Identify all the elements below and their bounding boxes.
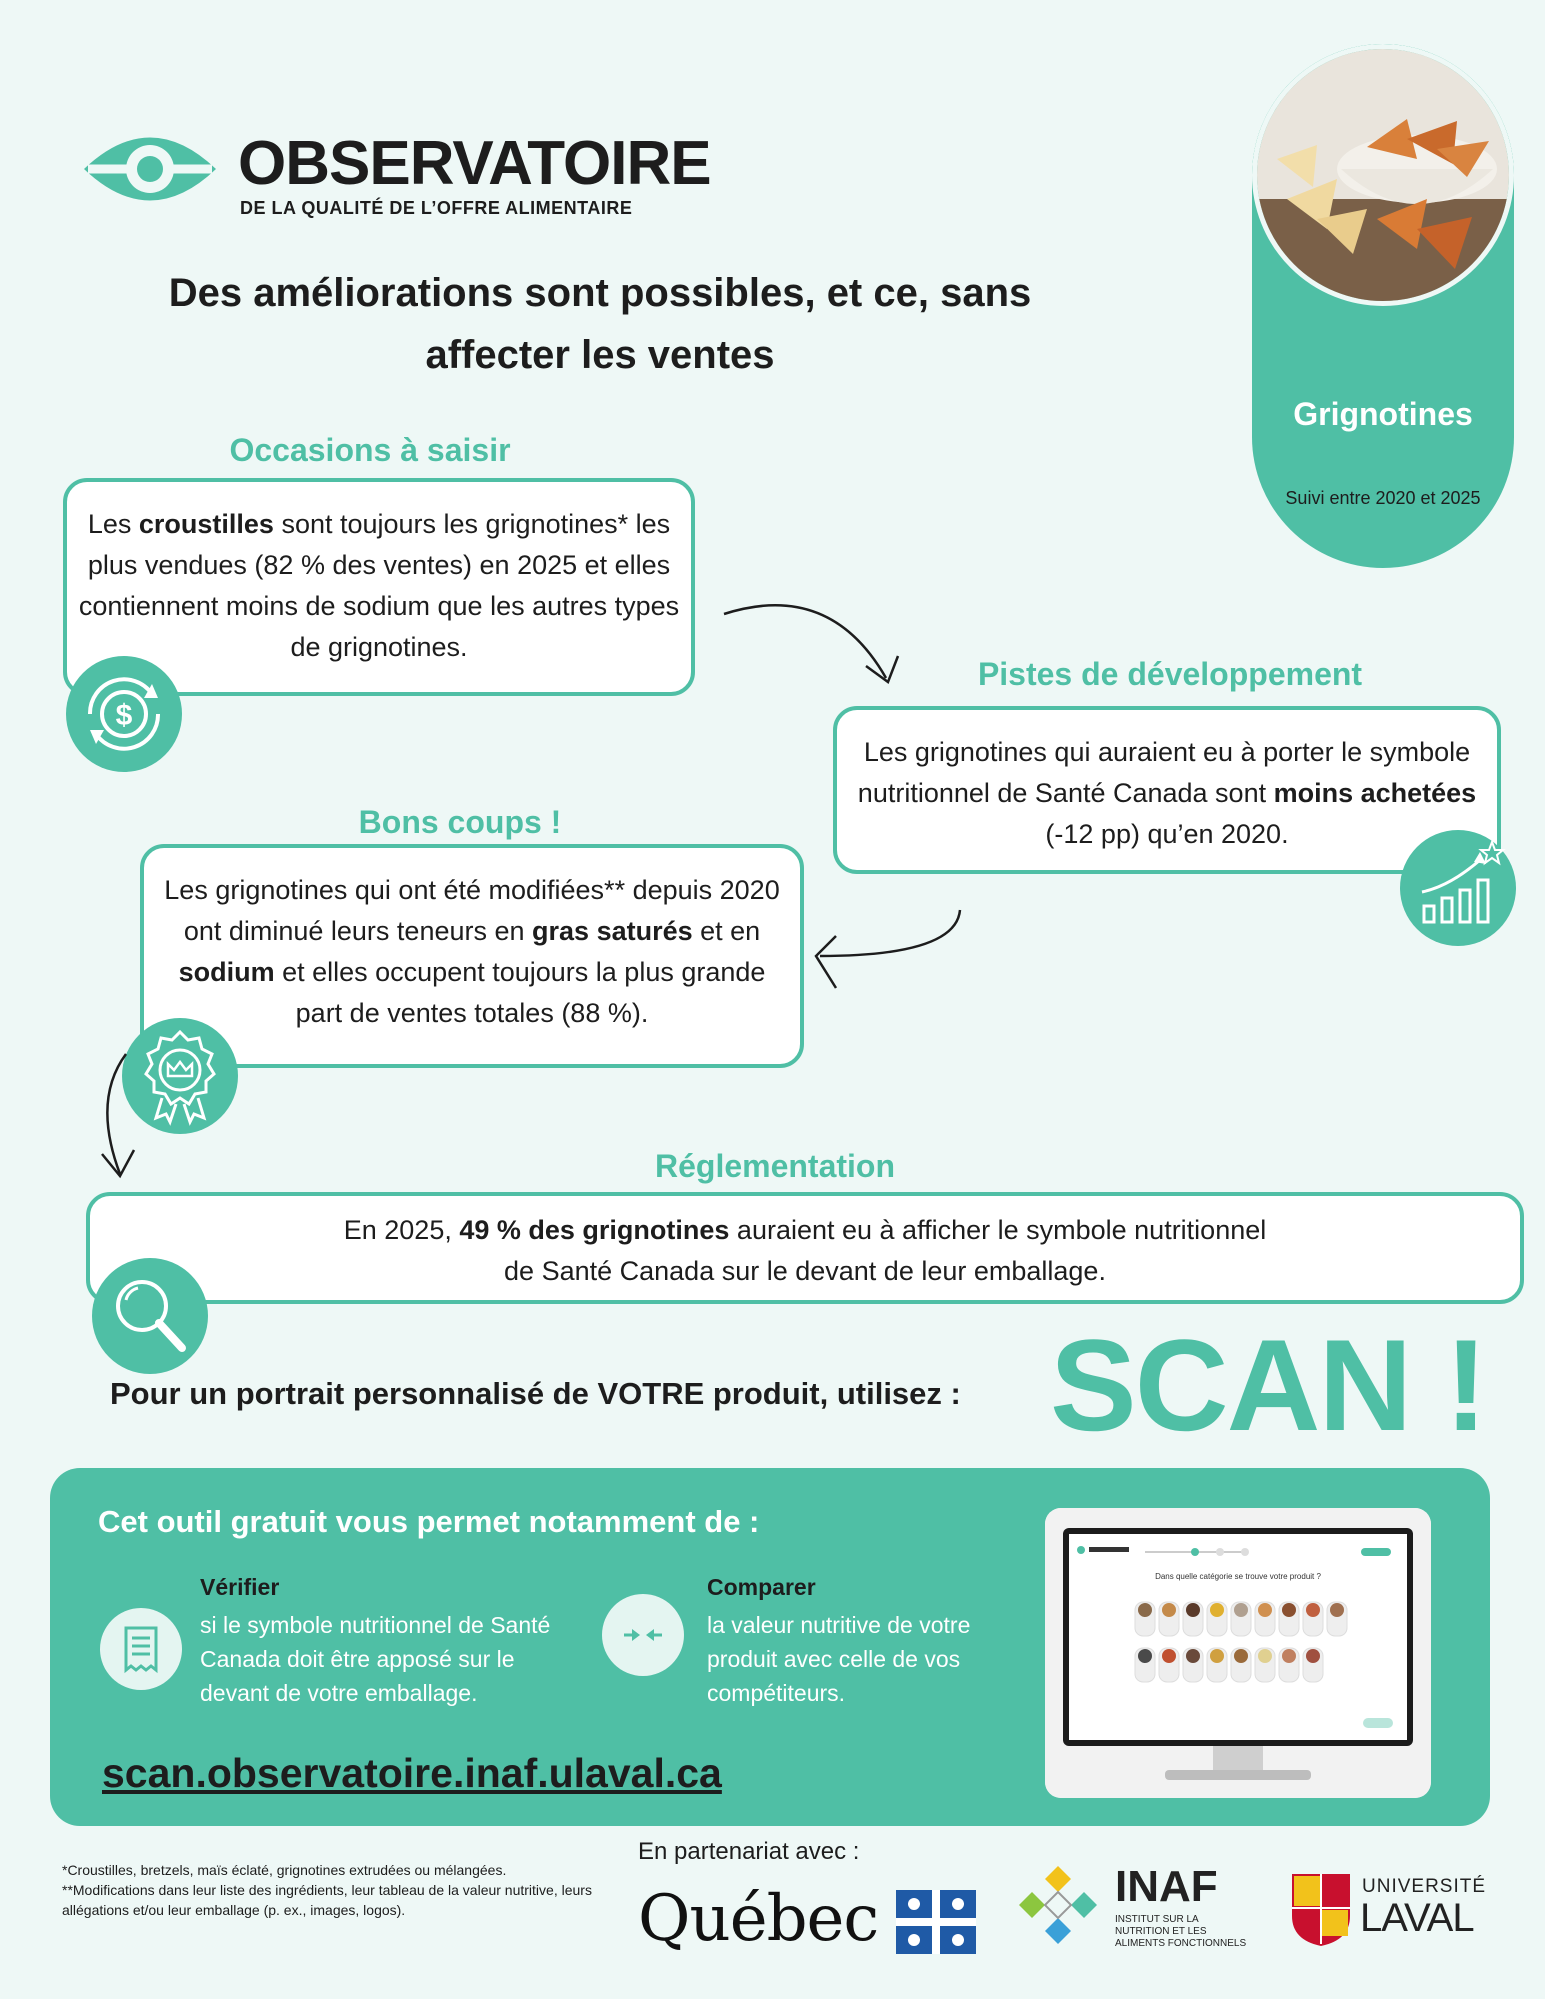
eye-logo-icon [80, 126, 220, 212]
reglementation-title: Réglementation [654, 1148, 896, 1184]
compare-text [707, 1608, 970, 1710]
footnote-1: *Croustilles, bretzels, maïs éclaté, grignotines extrudées ou mélangées. [62, 1862, 507, 1878]
quebec-flag-icon [896, 1890, 976, 1954]
verify-text [200, 1608, 550, 1710]
scan-tool-panel [50, 1468, 1490, 1826]
growth-chart-icon [1400, 830, 1516, 946]
curved-arrow-1 [720, 590, 910, 690]
pistes-title: Pistes de développement [977, 656, 1363, 692]
pistes-text-2: (-12 pp) qu’en 2020. [1045, 819, 1289, 849]
category-title: Grignotines [1293, 396, 1473, 432]
panel-title: Cet outil gratuit vous permet notamment de : [98, 1504, 760, 1539]
reg-text-3: de Santé Canada sur le devant de leur emballage. [504, 1256, 1106, 1286]
verify-title: Vérifier [200, 1574, 280, 1600]
screen-category-tiles [1045, 1508, 1431, 1798]
inaf-logo [1015, 1862, 1255, 1962]
svg-text:$: $ [115, 699, 133, 732]
footnote-2: **Modifications dans leur liste des ingrédients, leur tableau de la valeur nutritive, leurs allégations et/ou leur emballage (p. ex., images, logos). [62, 1882, 592, 1918]
occasions-text-2: sont toujours les grignotines* les plus vendues (82 % des ventes) en 2025 et elles contiennent moins de sodium que les autres types de grignotines. [78, 509, 680, 662]
inaf-subtitle [1115, 1914, 1246, 1950]
receipt-icon [100, 1608, 182, 1690]
quebec-logo [638, 1882, 978, 1962]
laval-line-1: UNIVERSITÉ [1362, 1876, 1487, 1897]
occasions-title: Occasions à saisir [229, 432, 511, 468]
quebec-wordmark: Québec [638, 1882, 879, 1956]
category-pill [1252, 44, 1514, 568]
bons-bold-1: gras saturés [532, 916, 693, 946]
compare-line-3: compétiteurs. [707, 1680, 846, 1706]
reg-text-2: auraient eu à afficher le symbole nutritionnel [729, 1215, 1267, 1245]
pistes-text-1: Les grignotines qui auraient eu à porter le symbole nutritionnel de Santé Canada sont [857, 737, 1471, 808]
curved-arrow-3 [92, 1050, 152, 1180]
inaf-wordmark: INAF [1115, 1862, 1218, 1911]
verify-line-2: Canada doit être apposé sur le [200, 1646, 515, 1672]
pistes-bold-1: moins achetées [1273, 778, 1477, 808]
snacks-illustration [1257, 49, 1509, 301]
compare-title: Comparer [707, 1574, 816, 1600]
occasions-bold-1: croustilles [138, 509, 274, 539]
screen-question: Dans quelle catégorie se trouve votre produit ? [1155, 1572, 1321, 1581]
reglementation-box [86, 1192, 1524, 1304]
laval-line-2: LAVAL [1360, 1896, 1474, 1940]
reg-bold-1: 49 % des grignotines [459, 1215, 730, 1245]
compare-line-2: produit avec celle de vos [707, 1646, 961, 1672]
magnifier-icon [92, 1258, 208, 1374]
footnotes [62, 1860, 622, 1920]
compare-line-1: la valeur nutritive de votre [707, 1612, 971, 1638]
occasions-text-1: Les [87, 509, 139, 539]
reg-text-1: En 2025, [343, 1215, 460, 1245]
category-period: Suivi entre 2020 et 2025 [1285, 488, 1481, 508]
page-title-line-2: affecter les ventes [425, 333, 775, 377]
curved-arrow-2 [806, 906, 976, 996]
inaf-sub-line-1: INSTITUT SUR LA [1115, 1914, 1199, 1925]
bons-coups-box [140, 844, 804, 1068]
bons-text-3: et elles occupent toujours la plus grande part de ventes totales (88 %). [274, 957, 766, 1028]
logo-subtitle: DE LA QUALITÉ DE L’OFFRE ALIMENTAIRE [240, 198, 633, 218]
bons-bold-2: sodium [178, 957, 275, 987]
inaf-symbol-icon [1015, 1862, 1101, 1948]
bons-text-2: et en [692, 916, 761, 946]
snacks-photo [1252, 44, 1514, 306]
inaf-sub-line-2: NUTRITION ET LES [1115, 1926, 1207, 1937]
observatoire-logo [80, 120, 711, 230]
bons-coups-title: Bons coups ! [358, 804, 562, 840]
scan-brand: SCAN ! [1050, 1312, 1486, 1458]
logo-title: OBSERVATOIRE [238, 129, 711, 198]
inaf-sub-line-3: ALIMENTS FONCTIONNELS [1115, 1938, 1247, 1949]
scan-invite-text: Pour un portrait personnalisé de VOTRE produit, utilisez : [110, 1376, 961, 1411]
verify-line-1: si le symbole nutritionnel de Santé [200, 1612, 551, 1638]
page-title [110, 262, 1090, 386]
partners-label: En partenariat avec : [638, 1838, 860, 1865]
compress-arrows-icon [602, 1594, 684, 1676]
money-cycle-icon [66, 656, 182, 772]
laval-logo [1290, 1872, 1510, 1952]
verify-line-3: devant de votre emballage. [200, 1680, 478, 1706]
laval-crest-icon [1290, 1872, 1352, 1948]
page-title-line-1: Des améliorations sont possibles, et ce, sans [168, 271, 1032, 315]
scan-url-link[interactable]: scan.observatoire.inaf.ulaval.ca [102, 1750, 722, 1796]
scan-tool-screenshot [1045, 1508, 1431, 1798]
bons-text-1: Les grignotines qui ont été modifiées** depuis 2020 ont diminué leurs teneurs en [164, 875, 780, 946]
